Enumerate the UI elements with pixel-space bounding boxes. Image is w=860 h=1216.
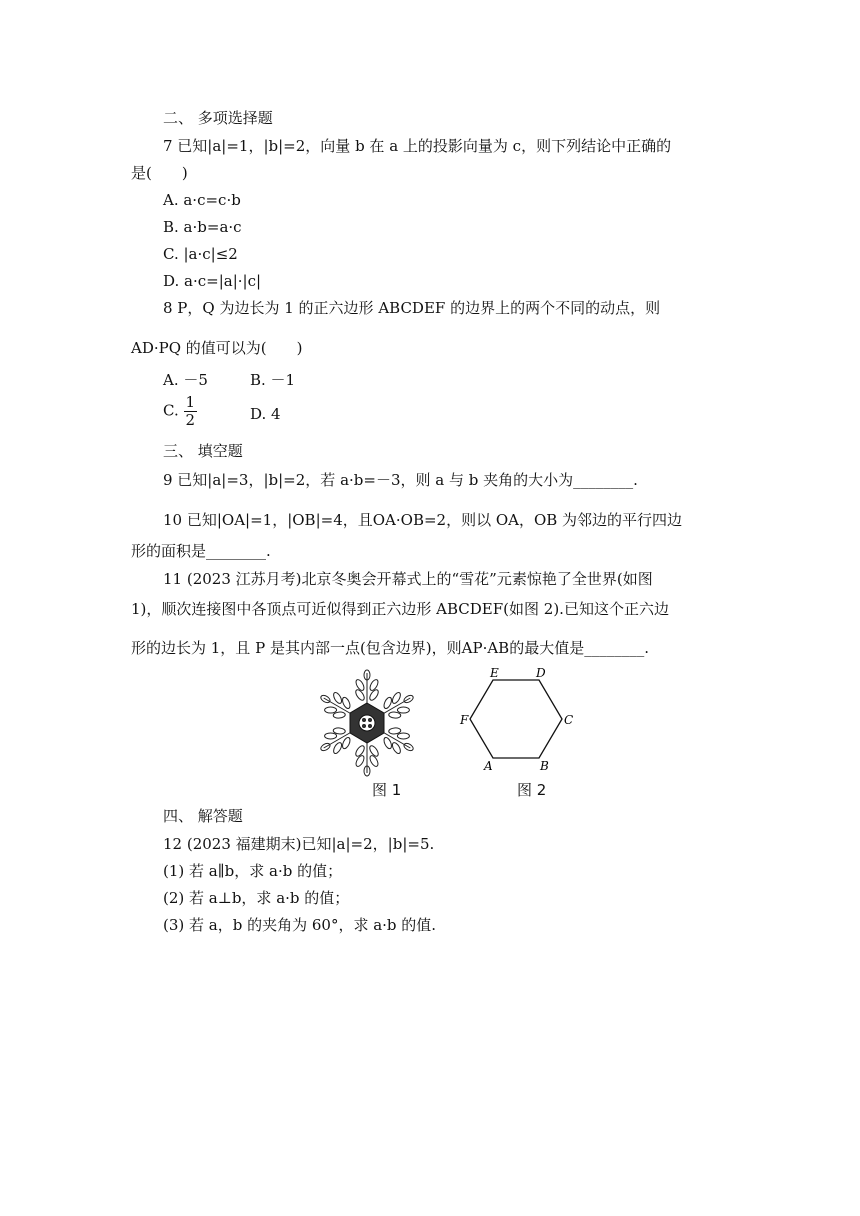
hex-label-f: F (460, 713, 469, 727)
q12-part2: (2) 若 a⊥b，求 a·b 的值； (163, 889, 350, 907)
q8-stem-line1: 8 P，Q 为边长为 1 的正六边形 ABCDEF 的边界上的两个不同的动点，则 (163, 299, 661, 317)
q7-stem-line2: 是( ) (131, 164, 188, 182)
figure1-caption: 图 1 (372, 781, 402, 799)
q9-stem: 9 已知|a|=3，|b|=2，若 a·b=－3，则 a 与 b 夹角的大小为________. (163, 471, 638, 489)
q11-stem-line3: 形的边长为 1，且 P 是其内部一点(包含边界)，则AP·AB的最大值是________. (131, 639, 649, 657)
q8-option-c-denominator: 2 (185, 411, 196, 429)
q7-option-c: C. |a·c|≤2 (163, 245, 238, 263)
q7-option-a: A. a·c=c·b (163, 191, 241, 209)
hex-label-a: A (484, 759, 493, 773)
hexagon-outline (470, 680, 562, 758)
q7-option-b: B. a·b=a·c (163, 218, 242, 236)
q11-stem-line2: 1)，顺次连接图中各顶点可近似得到正六边形 ABCDEF(如图 2).已知这个正六边 (131, 600, 669, 618)
q8-option-c (163, 394, 197, 429)
q8-stem-line2: AD·PQ 的值可以为( ) (131, 339, 303, 357)
hex-label-d: D (536, 666, 546, 680)
q8-option-c-label: C. (163, 401, 179, 420)
q7-option-d: D. a·c=|a|·|c| (163, 272, 262, 290)
hex-label-e: E (490, 666, 499, 680)
q10-stem-line1: 10 已知|OA|=1，|OB|=4，且OA·OB=2，则以 OA，OB 为邻边的平行四边 (163, 511, 683, 529)
q8-option-c-numerator: 1 (185, 393, 196, 411)
section-heading-multi-choice: 二、 多项选择题 (163, 109, 273, 127)
q8-option-a: A. －5 (163, 371, 208, 389)
q8-option-c-fraction (184, 394, 198, 429)
q10-stem-line2: 形的面积是________. (131, 542, 271, 560)
q12-part3: (3) 若 a，b 的夹角为 60°，求 a·b 的值. (163, 916, 437, 934)
q8-option-d: D. 4 (250, 405, 281, 423)
figure2-caption: 图 2 (517, 781, 547, 799)
hexagon-figure (456, 664, 580, 776)
q12-part1: (1) 若 a∥b，求 a·b 的值； (163, 862, 343, 880)
q7-stem-line1: 7 已知|a|=1，|b|=2，向量 b 在 a 上的投影向量为 c，则下列结论中正确的 (163, 137, 672, 155)
section-heading-answer: 四、 解答题 (163, 807, 243, 825)
q8-option-b: B. －1 (250, 371, 296, 389)
snowflake-icon (314, 668, 420, 778)
section-heading-fill-blank: 三、 填空题 (163, 442, 243, 460)
q12-stem: 12 (2023 福建期末)已知|a|=2，|b|=5. (163, 835, 435, 853)
q11-stem-line1: 11 (2023 江苏月考)北京冬奥会开幕式上的“雪花”元素惊艳了全世界(如图 (163, 570, 653, 588)
hex-label-c: C (564, 713, 574, 727)
hex-label-b: B (540, 759, 549, 773)
